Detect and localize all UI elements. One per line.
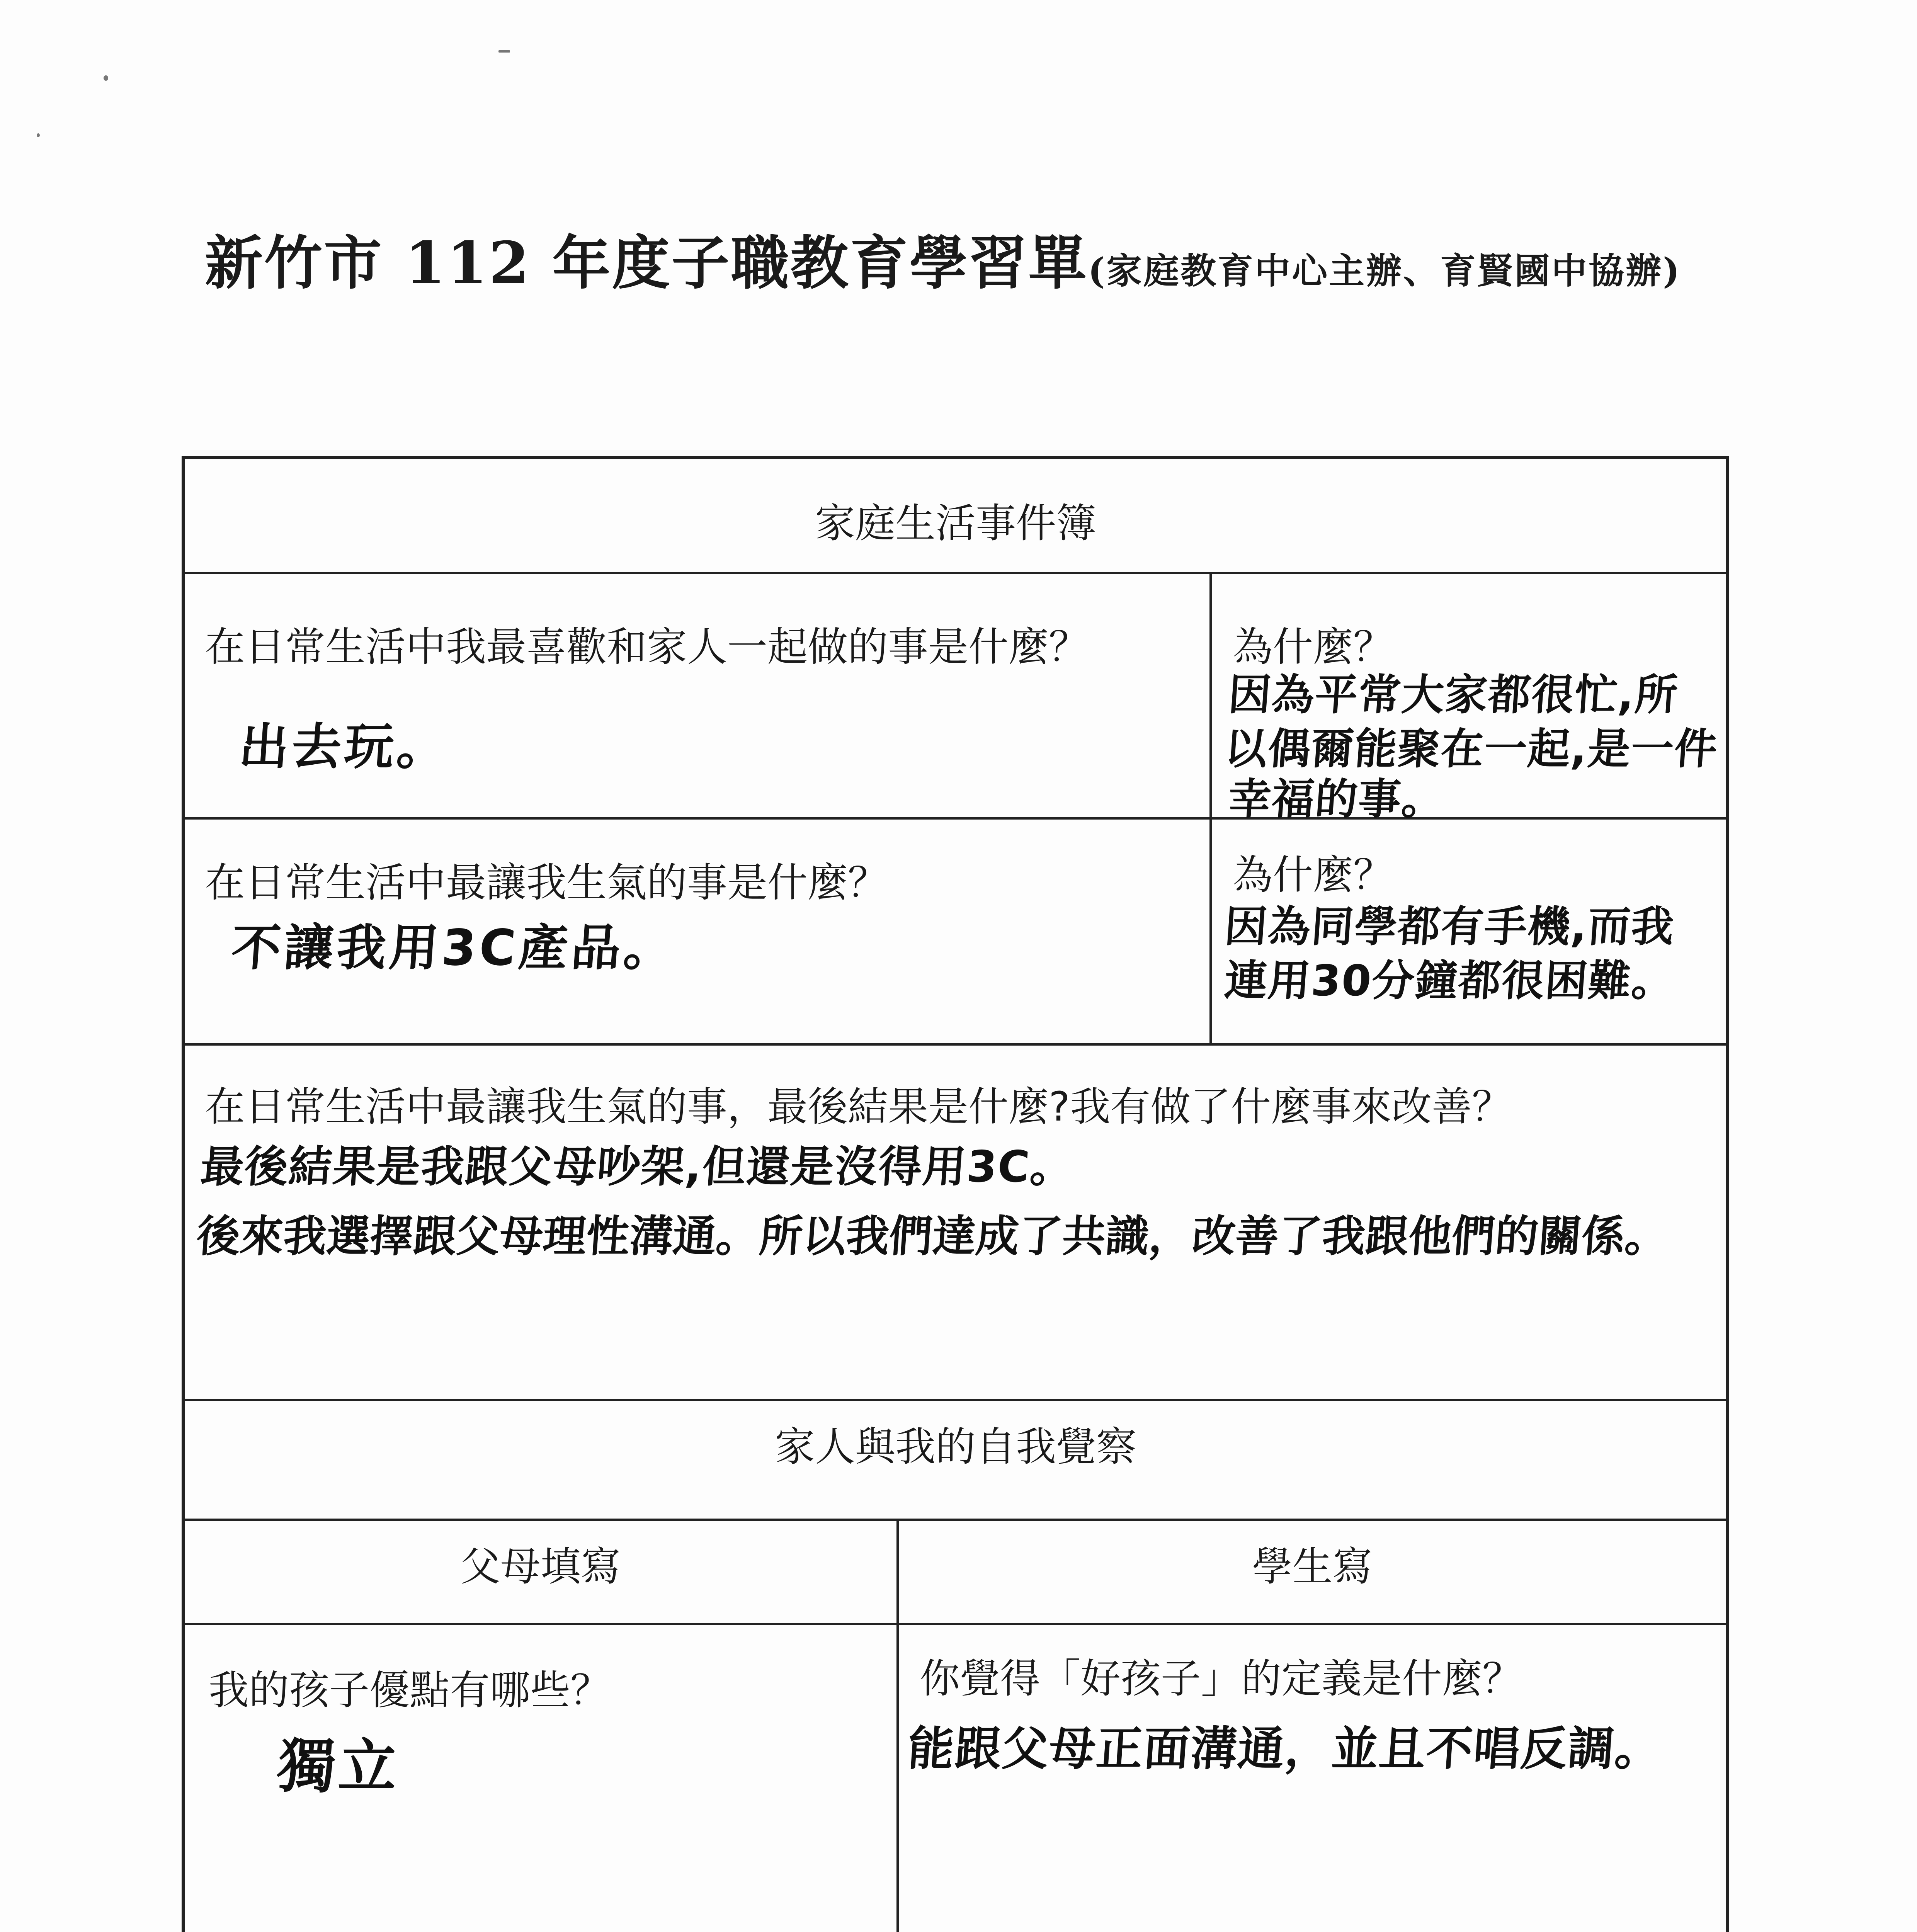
- question-child-strengths: 我的孩子優點有哪些？: [209, 1667, 611, 1714]
- why-answer-line: 因為平常大家都很忙,所: [1226, 670, 1680, 719]
- question-most-angry: 在日常生活中最讓我生氣的事是什麼？: [205, 859, 888, 906]
- row-divider: [182, 1043, 1729, 1046]
- row-divider: [182, 1519, 1729, 1521]
- question-favorite-activity: 在日常生活中我最喜歡和家人一起做的事是什麼？: [205, 623, 1089, 670]
- section-heading-family-events: 家庭生活事件簿: [815, 500, 1096, 547]
- form-border-right: [1726, 456, 1729, 1932]
- answer-child-strengths: 獨立: [275, 1733, 403, 1800]
- why-answer-line: 連用30分鐘都很困難。: [1223, 956, 1677, 1005]
- column-header-student: 學生寫: [1252, 1543, 1373, 1590]
- title-main: 新竹市 112 年度子職教育學習單: [205, 229, 1088, 297]
- scan-speck: [498, 50, 510, 53]
- row-divider: [182, 1623, 1729, 1625]
- why-label: 為什麼？: [1233, 851, 1394, 898]
- answer-good-child-definition: 能跟父母正面溝通，並且不唱反調。: [906, 1722, 1664, 1776]
- answer-most-angry: 不讓我用3C產品。: [229, 919, 679, 977]
- title-organizer: (家庭教育中心主辦、育賢國中協辦): [1088, 250, 1681, 292]
- row-divider: [182, 572, 1729, 574]
- column-divider: [1209, 572, 1212, 1045]
- why-answer-line: 幸福的事。: [1226, 774, 1447, 824]
- column-header-parent: 父母填寫: [460, 1543, 621, 1590]
- question-outcome-improvement: 在日常生活中最讓我生氣的事，最後結果是什麼?我有做了什麼事來改善？: [205, 1083, 1512, 1130]
- row-divider: [182, 1399, 1729, 1401]
- answer-outcome-line: 最後結果是我跟父母吵架,但還是沒得用3C。: [199, 1142, 1076, 1192]
- scan-speck: [37, 133, 40, 137]
- section-heading-self-awareness: 家人與我的自我覺察: [774, 1423, 1136, 1470]
- answer-outcome-line: 後來我選擇跟父母理性溝通。所以我們達成了共識，改善了我跟他們的關係。: [195, 1211, 1670, 1262]
- why-answer-line: 以偶爾能聚在一起,是一件: [1223, 724, 1720, 774]
- question-good-child-definition: 你覺得「好孩子」的定義是什麼？: [920, 1655, 1523, 1702]
- answer-favorite-activity: 出去玩。: [237, 718, 452, 776]
- why-answer-line: 因為同學都有手機,而我: [1223, 902, 1676, 951]
- scan-speck: [104, 75, 108, 81]
- page-title: [205, 216, 1750, 300]
- why-label: 為什麼？: [1233, 623, 1394, 670]
- form-border-left: [182, 456, 185, 1932]
- form-border-top: [182, 456, 1729, 459]
- row-divider: [182, 817, 1729, 820]
